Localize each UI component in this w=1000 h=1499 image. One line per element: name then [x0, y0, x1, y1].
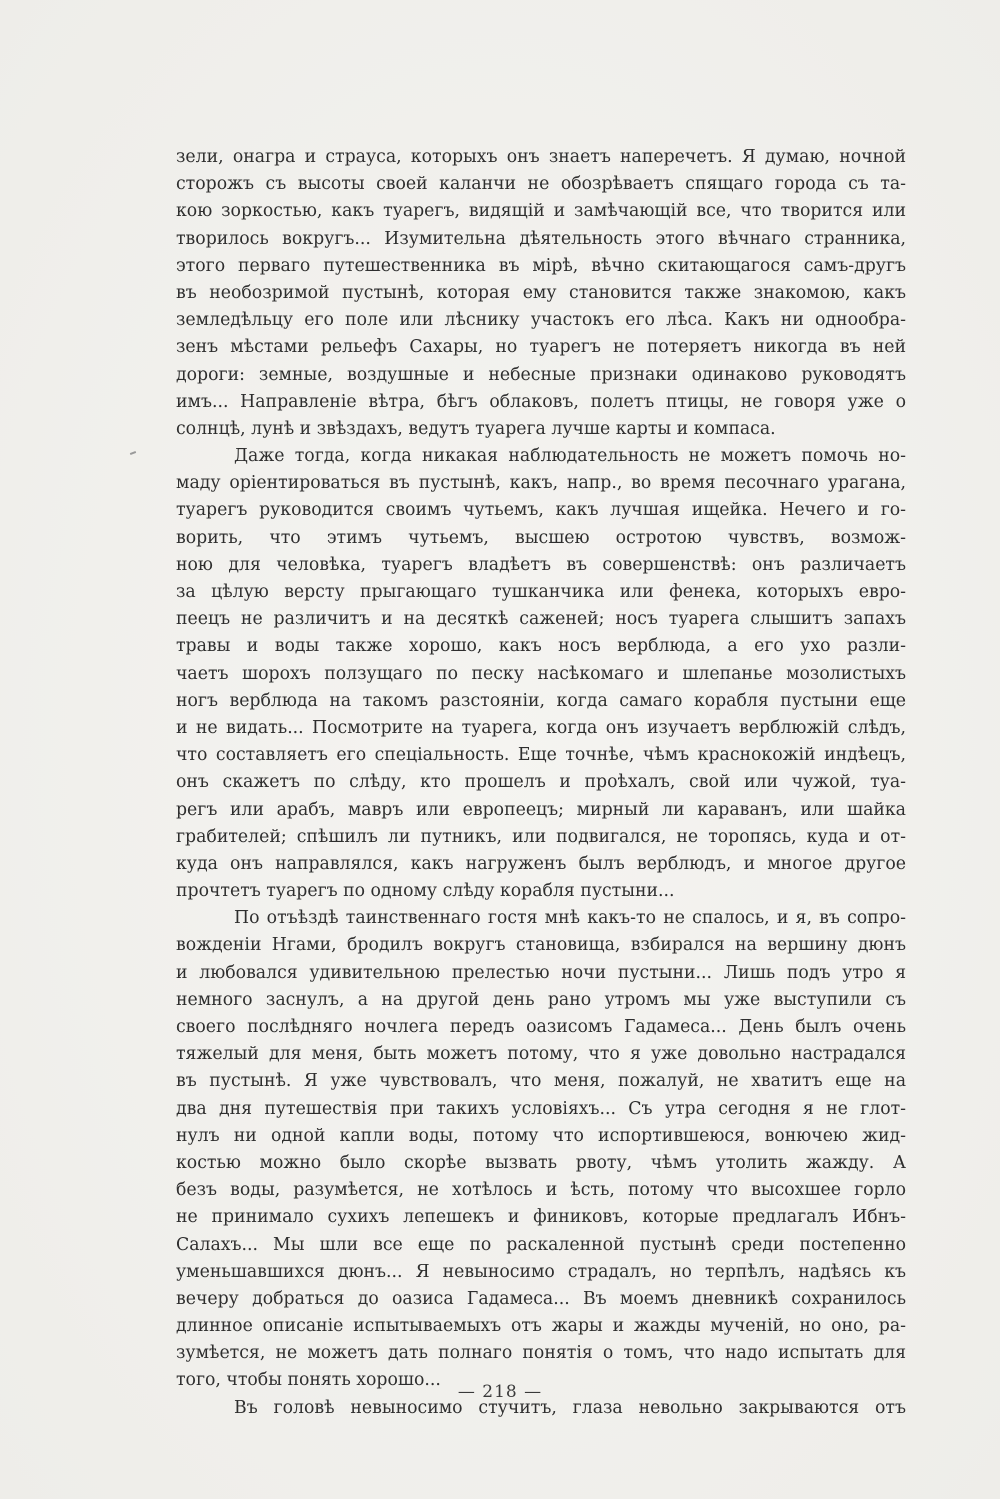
text-line: два дня путешествія при такихъ условіяхъ... Съ утра сегодня я не глот- — [176, 1098, 906, 1119]
text-line: длинное описаніе испытываемыхъ отъ жары и жажды мученій, но оно, ра- — [176, 1316, 906, 1337]
text-line: зенъ мѣстами рельефъ Сахары, но туарегъ не потеряетъ никогда въ ней — [176, 337, 906, 358]
page-number: — 218 — — [457, 1382, 543, 1402]
text-line: Въ головѣ невыносимо стучитъ, глаза невольно закрываются отъ — [234, 1397, 906, 1418]
text-line: въ пустынѣ. Я уже чувствовалъ, что меня, пожалуй, не хватитъ еще на — [176, 1071, 906, 1092]
text-line: ною для человѣка, туарегъ владѣетъ въ совершенствѣ: онъ различаетъ — [176, 554, 906, 575]
text-line: немного заснулъ, а на другой день рано утромъ мы уже выступили съ — [176, 989, 906, 1010]
text-line: за цѣлую версту прыгающаго тушканчика или фенека, которыхъ евро- — [176, 582, 906, 602]
text-line: не принимало сухихъ лепешекъ и финиковъ, которые предлагалъ Ибнъ- — [176, 1207, 906, 1228]
text-line: грабителей; спѣшилъ ли путникъ, или подвигался, не торопясь, куда и от- — [176, 826, 906, 847]
text-line: маду оріентироваться въ пустынѣ, какъ, напр., во время песочнаго урагана, — [176, 473, 906, 494]
text-line: Салахъ... Мы шли все еще по раскаленной пустынѣ среди постепенно — [176, 1234, 906, 1255]
text-line: и любовался удивительною прелестью ночи пустыни... Лишь подъ утро я — [176, 962, 906, 983]
text-line: онъ скажетъ по слѣду, кто прошелъ и проѣхалъ, свой или чужой, туа- — [176, 772, 906, 793]
text-line: уменьшавшихся дюнъ... Я невыносимо страдалъ, но терпѣлъ, надѣясь къ — [176, 1261, 906, 1282]
text-line: солнцѣ, лунѣ и звѣздахъ, ведутъ туарега лучше карты и компаса. — [176, 418, 776, 439]
text-line: кою зоркостью, какъ туарегъ, видящій и замѣчающій все, что творится или — [176, 201, 906, 222]
text-line: имъ... Направленіе вѣтра, бѣгъ облаковъ, полетъ птицы, не говоря уже о — [176, 391, 906, 412]
text-line: зели, онагра и страуса, которыхъ онъ знаетъ наперечетъ. Я думаю, ночной — [176, 147, 906, 167]
text-line: вожденіи Нгами, бродилъ вокругъ становища, взбирался на вершину дюнъ — [176, 935, 906, 956]
text-line: сторожъ съ высоты своей каланчи не обозрѣваетъ спящаго города съ та- — [176, 174, 906, 195]
body-text — [176, 144, 906, 1422]
text-line: По отъѣздѣ таинственнаго гостя мнѣ какъ-то не спалось, и я, въ сопро- — [234, 908, 906, 929]
text-line: вечеру добраться до оазиса Гадамеса... Въ моемъ дневникѣ сохранилось — [176, 1288, 906, 1309]
text-line: этого перваго путешественника въ мірѣ, вѣчно скитающагося самъ-другъ — [176, 255, 906, 276]
text-line: нулъ ни одной капли воды, потому что испортившеюся, вонючею жид- — [176, 1125, 906, 1146]
text-line: пеецъ не различитъ и на десяткѣ саженей; носъ туарега слышитъ запахъ — [176, 609, 906, 630]
text-line: ворить, что этимъ чутьемъ, высшею остротою чувствъ, возмож- — [176, 527, 906, 548]
text-line: регъ или арабъ, мавръ или европеецъ; мирный ли караванъ, или шайка — [176, 799, 906, 820]
text-line: тяжелый для меня, быть можетъ потому, что я уже довольно настрадался — [176, 1044, 906, 1065]
text-line: и не видать... Посмотрите на туарега, когда онъ изучаетъ верблюжій слѣдъ, — [176, 717, 906, 738]
text-line: творилось вокругъ... Изумительна дѣятельность этого вѣчнаго странника, — [176, 228, 906, 249]
print-speck — [130, 451, 136, 455]
text-line: земледѣльцу его поле или лѣснику участокъ его лѣса. Какъ ни однообра- — [176, 310, 906, 331]
text-line: своего послѣдняго ночлега передъ оазисомъ Гадамеса... День былъ очень — [176, 1017, 906, 1037]
text-line: куда онъ направлялся, какъ нагруженъ былъ верблюдъ, и многое другое — [176, 853, 906, 874]
text-line: Даже тогда, когда никакая наблюдательность не можетъ помочь но- — [234, 446, 906, 467]
text-line: что составляетъ его спеціальность. Еще точнѣе, чѣмъ краснокожій индѣецъ, — [176, 745, 906, 766]
text-line: въ необозримой пустынѣ, которая ему становится также знакомою, какъ — [176, 282, 906, 303]
text-line: костью можно было скорѣе вызвать рвоту, чѣмъ утолить жажду. А — [176, 1152, 906, 1173]
text-line: прочтетъ туарегъ по одному слѣду корабля пустыни... — [176, 881, 675, 902]
text-line: ногъ верблюда на такомъ разстояніи, когда самаго корабля пустыни еще — [176, 690, 906, 711]
text-line: травы и воды также хорошо, какъ носъ верблюда, а его ухо разли- — [176, 636, 906, 657]
text-line: дороги: земные, воздушные и небесные признаки одинаково руководятъ — [176, 364, 906, 385]
text-line: того, чтобы понять хорошо... — [176, 1370, 441, 1391]
text-line: туарегъ руководится своимъ чутьемъ, какъ лучшая ищейка. Нечего и го- — [176, 500, 906, 521]
text-line: чаетъ шорохъ ползущаго по песку насѣкомаго и шлепанье мозолистыхъ — [176, 663, 906, 684]
text-line: зумѣется, не можетъ дать полнаго понятія о томъ, что надо испытать для — [176, 1343, 906, 1364]
text-line: безъ воды, разумѣется, не хотѣлось и ѣсть, потому что высохшее горло — [176, 1180, 906, 1201]
